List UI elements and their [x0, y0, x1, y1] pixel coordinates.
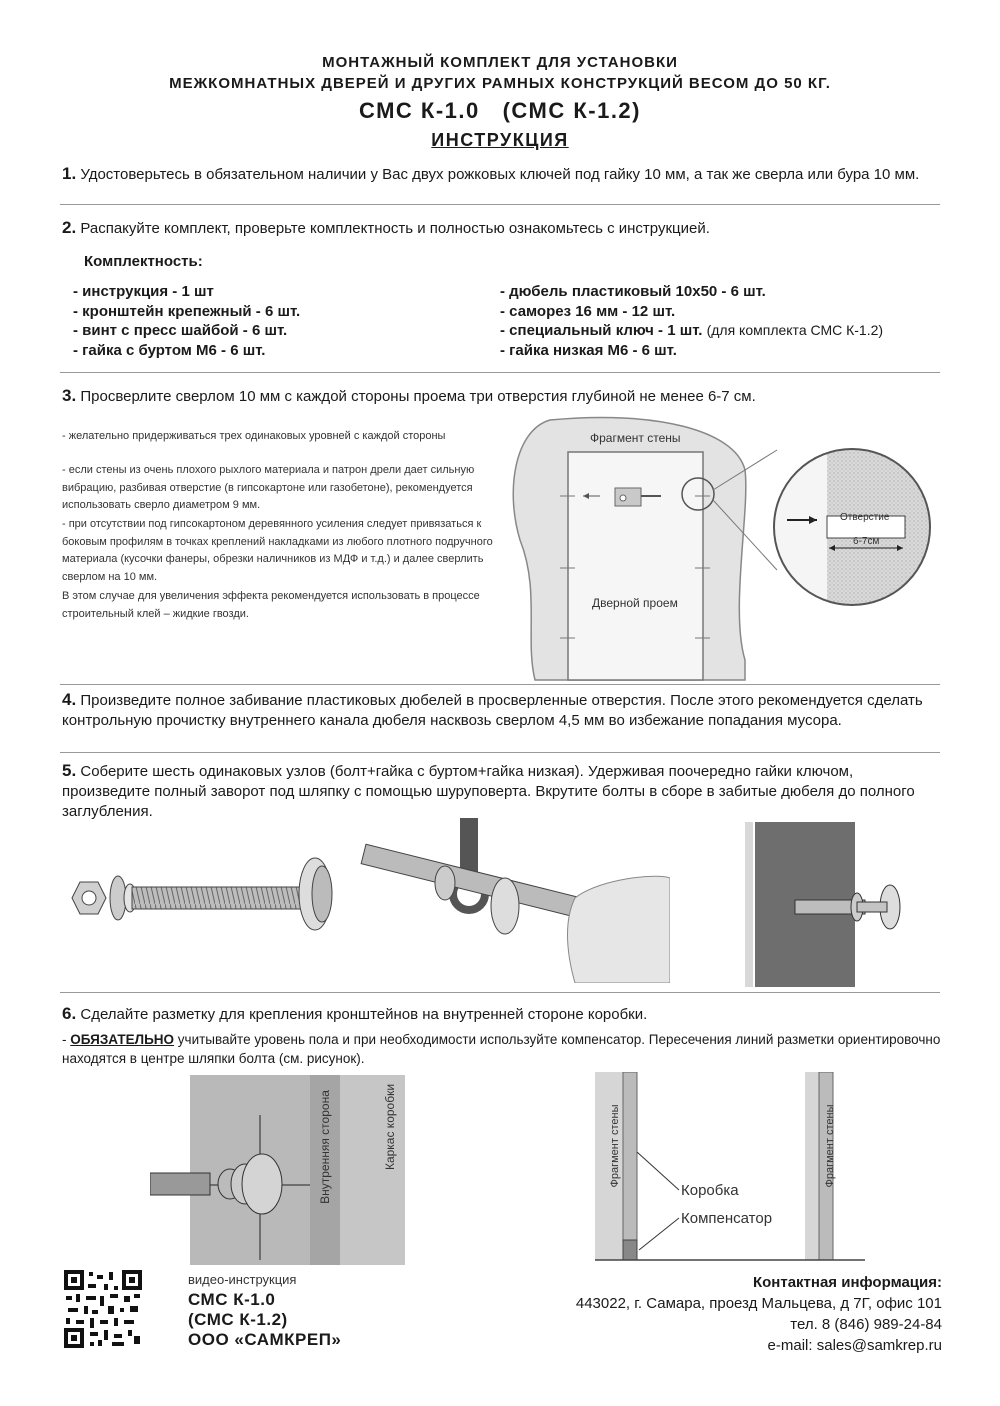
- step-2: [62, 218, 942, 239]
- company-name: ООО «САМКРЕП»: [188, 1330, 342, 1349]
- compensator-pointer: [639, 1218, 679, 1250]
- kit-item: - гайка с буртом М6 - 6 шт.: [73, 341, 266, 359]
- box-frame-label: Каркас коробки: [383, 1083, 397, 1171]
- step-1-text: Удостоверьтесь в обязательном наличии у Вас двух рожковых ключей под гайку 10 мм, а так же сверла или бура 10 мм.: [80, 166, 920, 183]
- step-1: [62, 164, 942, 185]
- contact-phone[interactable]: тел. 8 (846) 989-24-84: [790, 1316, 942, 1333]
- step-3-number: 3.: [62, 386, 77, 405]
- step-3-note-3: - при отсутствии под гипсокартоном деревянного усиления следует привязаться к боковым профилям в точках креплений накладками из любого плотного подручного материала (кусочки фанеры, обрезки наличников из МДФ и т.д.) и далее сверлить сверлом на 10 мм.: [62, 518, 493, 583]
- kit-item: - инструкция - 1 шт: [73, 283, 214, 300]
- step-3-text: Просверлите сверлом 10 мм с каждой стороны проема три отверстия глубиной не менее 6-7 см.: [80, 388, 756, 405]
- kit-item: - кронштейн крепежный - 6 шт.: [73, 302, 301, 320]
- step-6-note-text: учитывайте уровень пола и при необходимости используйте компенсатор. Пересечения линий разметки ориентировочно находятся в центре шляпки болта (см. рисунок).: [62, 1032, 941, 1066]
- contact-title: Контактная информация:: [752, 1274, 942, 1291]
- inner-side-label: Внутренняя сторона: [318, 1090, 332, 1204]
- divider: [60, 992, 940, 993]
- step-6-note-emphasis: ОБЯЗАТЕЛЬНО: [70, 1032, 175, 1047]
- divider: [60, 204, 940, 205]
- bolt-parts-image: [60, 838, 350, 958]
- step-3-note-4: В этом случае для увеличения эффекта рекомендуется использовать в процессе строительный клей – жидкие гвозди.: [62, 590, 480, 620]
- step-3-note-1: - желательно придерживаться трех одинаковых уровней с каждой стороны: [62, 430, 446, 442]
- video-title-line-2: (СМС К-1.2): [188, 1310, 288, 1329]
- step-4-text: Произведите полное забивание пластиковых дюбелей в просверленные отверстия. После этого рекомендуется сделать контрольную прочистку внутреннего канала дюбеля насквозь сверлом 4,5 мм во избежание попадания мусора.: [62, 692, 923, 729]
- step-2-number: 2.: [62, 218, 77, 237]
- box-label: Коробка: [681, 1182, 739, 1199]
- compensator-label: Компенсатор: [681, 1210, 773, 1227]
- step-6-note: [62, 1030, 942, 1068]
- step-6: [62, 1004, 942, 1025]
- qr-code-icon[interactable]: [64, 1270, 142, 1348]
- step-5-number: 5.: [62, 761, 77, 780]
- depth-label: 6-7см: [853, 536, 880, 547]
- kit-item: - дюбель пластиковый 10х50 - 6 шт.: [500, 283, 766, 300]
- kit-item-note: (для комплекта СМС К-1.2): [706, 322, 884, 338]
- step-4: [62, 690, 942, 731]
- bolt-with-wrench-image: [360, 818, 670, 983]
- video-title-line-1: СМС К-1.0: [188, 1290, 276, 1309]
- step-5-text: Соберите шесть одинаковых узлов (болт+гайка с буртом+гайка низкая). Удерживая поочередно гайки ключом, произведите полный заворот под шляпку с помощью шуруповерта. Вкрутите болты в сборе в забитые дюбеля до полного заглубления.: [62, 763, 915, 820]
- door-opening: [568, 452, 703, 680]
- divider: [60, 752, 940, 753]
- wall-fragment-left-label: Фрагмент стены: [609, 1104, 621, 1188]
- kit-item-text: - специальный ключ - 1 шт.: [500, 322, 703, 339]
- step-1-number: 1.: [62, 164, 77, 183]
- step-2-text: Распакуйте комплект, проверьте комплектность и полностью ознакомьтесь с инструкцией.: [80, 220, 710, 237]
- kit-item: - гайка низкая М6 - 6 шт.: [500, 341, 677, 359]
- step-3: [62, 386, 942, 407]
- marking-figure: [150, 1075, 405, 1265]
- kit-list-right: [500, 282, 883, 360]
- kit-title: Комплектность:: [84, 253, 203, 270]
- wall-fragment-right-label: Фрагмент стены: [824, 1104, 836, 1188]
- divider: [60, 372, 940, 373]
- wall-fragment-label: Фрагмент стены: [590, 431, 681, 445]
- divider: [60, 684, 940, 685]
- door-opening-label: Дверной проем: [592, 596, 678, 610]
- kit-item: [500, 321, 883, 341]
- step-3-note-2: - если стены из очень плохого рыхлого материала и патрон дрели дает сильную вибрацию, разбивая отверстие (в гипсокартоне или газобетоне), рекомендуется использовать сверло диаметром 9 мм.: [62, 464, 475, 511]
- step-5: [62, 761, 942, 822]
- hole-detail-figure: [765, 440, 940, 615]
- video-instruction-label: видео-инструкция: [188, 1272, 297, 1287]
- video-title: [188, 1290, 341, 1350]
- step-6-number: 6.: [62, 1004, 77, 1023]
- header-line-1: МОНТАЖНЫЙ КОМПЛЕКТ ДЛЯ УСТАНОВКИ: [322, 54, 678, 71]
- bolt-in-wall-image: [745, 822, 935, 987]
- step-4-number: 4.: [62, 690, 77, 709]
- contact-email[interactable]: e-mail: sales@samkrep.ru: [767, 1337, 942, 1354]
- kit-item: - винт с пресс шайбой - 6 шт.: [73, 322, 288, 339]
- contact-address: 443022, г. Самара, проезд Мальцева, д 7Г, офис 101: [575, 1295, 942, 1312]
- instruction-title: ИНСТРУКЦИЯ: [431, 130, 569, 150]
- step-6-note-prefix: -: [62, 1032, 71, 1047]
- model-title: СМС К-1.0 (СМС К-1.2): [358, 98, 641, 123]
- hole-label: Отверстие: [840, 512, 890, 523]
- step-6-text: Сделайте разметку для крепления кронштейнов на внутренней стороне коробки.: [80, 1006, 648, 1023]
- contact-block: [576, 1272, 942, 1356]
- header-line-2: МЕЖКОМНАТНЫХ ДВЕРЕЙ И ДРУГИХ РАМНЫХ КОНСТРУКЦИЙ ВЕСОМ ДО 50 КГ.: [169, 75, 831, 92]
- kit-list-left: [73, 282, 300, 360]
- kit-item: - саморез 16 мм - 12 шт.: [500, 302, 676, 320]
- box-pointer: [637, 1152, 679, 1190]
